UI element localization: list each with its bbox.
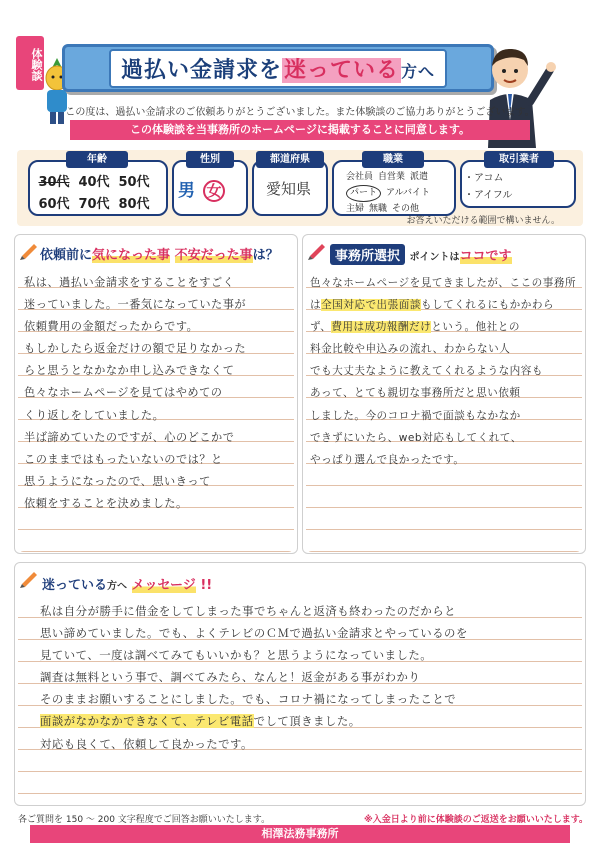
job-option: アルバイト xyxy=(386,188,431,198)
page-title xyxy=(109,49,447,88)
choice-marked-text: 全国対応で出張面談 xyxy=(321,299,421,312)
title-highlight: 迷っている xyxy=(283,57,399,83)
message-title-part: 迷っている xyxy=(42,578,108,593)
choice-title-part: ポイントは xyxy=(409,252,460,263)
choice-title-highlight: 事務所選択 xyxy=(330,244,405,265)
job-label: 職業 xyxy=(362,151,424,168)
office-name: 相澤法務事務所 xyxy=(30,825,570,843)
sex-male: 男 xyxy=(178,181,195,201)
title-banner xyxy=(62,44,494,92)
worry-answer: 私は、過払い金請求をすることをすごく 迷っていました。一番気になっていた事が 依頼費用の金額だったからです。 もしかしたら返金だけの額で足りなかった らと思うとなかなか申し込みできなくて 色々なホームページを見てはやめての くり返しをしていました。 半ば諦めていたのですが、心のどこかで このままではもったいないのでは？と 思うようになったので、思いきって 依頼をすることを決めました。 xyxy=(24,276,247,510)
message-text: 私は自分が勝手に借金をしてしまった事でちゃんと返済も終わったのだからと 思い諦めていました。でも、よくテレビのＣＭで過払い金請求とやっているのを 見ていて、一度は調べてみてもいいかも？と思うようになっていました。 調査は無料という事で、調べてみたら、なんと！返金がある事がわかり そのままお願いすることにしました。でも、コロナ禍になってしまったことで xyxy=(40,604,468,707)
message-answer xyxy=(40,600,580,755)
bank-item: ・アコム xyxy=(464,173,504,184)
choice-text: という。他社との 料金比較や申込みの流れ、わからない人 でも大丈夫なように教えてくれるような内容も あって、とても親切な事務所だと思い依頼 しました。今のコロナ禍で面談もなかなか できずにいたら、web対応もしてくれて、 やっぱり選んで良かったです。 xyxy=(310,321,543,466)
sex-label: 性別 xyxy=(186,151,234,168)
bank-label: 取引業者 xyxy=(484,151,554,168)
worry-title-part: は？ xyxy=(252,248,279,263)
pencil-icon xyxy=(18,566,40,588)
age-option: 80代 xyxy=(118,197,150,212)
choice-text: もしてくれるにもかかわら ず、 xyxy=(310,299,555,334)
worry-title-highlight: 気になった事 xyxy=(92,248,171,263)
prefecture-value: 愛知県 xyxy=(266,180,312,198)
pencil-icon xyxy=(306,238,328,260)
message-title xyxy=(42,574,212,593)
consent-banner: この体験談を当事務所のホームページに掲載することに同意します。 xyxy=(70,120,530,140)
message-title-part: !! xyxy=(200,578,213,593)
sex-options xyxy=(178,176,225,202)
job-option: 主婦 xyxy=(346,204,365,214)
pencil-icon xyxy=(18,238,40,260)
choice-answer xyxy=(310,272,586,471)
choice-title xyxy=(330,244,512,265)
job-option: 自営業 xyxy=(378,172,406,182)
testimonial-tag: 体験談 xyxy=(16,36,44,90)
choice-marked-text: 費用は成功報酬だけ xyxy=(331,321,432,334)
message-title-highlight: メッセージ xyxy=(131,578,196,593)
thanks-text: この度は、過払い金請求のご依頼ありがとうございました。また体験談のご協力ありがとうございます。 xyxy=(65,107,535,118)
job-option: 無職 xyxy=(369,204,388,214)
worry-title xyxy=(40,244,279,263)
job-option: 派遣 xyxy=(410,172,429,182)
footer-deadline-note: ※入金日より前に体験談のご返送をお願いいたします。 xyxy=(363,815,588,825)
job-option-circled: パート xyxy=(346,185,381,202)
message-text: でして頂きました。 対応も良くて、依頼して良かったです。 xyxy=(40,714,361,751)
bank-item: ・アイフル xyxy=(464,190,513,201)
age-option: 60代 xyxy=(38,197,70,212)
job-option: 会社員 xyxy=(346,172,374,182)
age-option: 40代 xyxy=(78,175,110,190)
choice-title-highlight: ココです xyxy=(459,249,512,264)
message-title-part: 方へ xyxy=(107,581,128,592)
job-option: その他 xyxy=(392,204,420,214)
worry-title-highlight: 不安だった事 xyxy=(174,248,253,263)
age-label: 年齢 xyxy=(66,151,128,168)
message-marked-text: 面談がなかなかできなくて、テレビ電話 xyxy=(40,714,254,729)
age-options xyxy=(34,172,162,216)
title-part-1: 過払い金請求を xyxy=(120,57,282,83)
bank-list xyxy=(464,170,572,204)
job-options xyxy=(346,170,454,217)
age-option: 30代 xyxy=(38,175,70,190)
prefecture-label: 都道府県 xyxy=(256,151,324,168)
choice-text: 色々なホームページを見てきましたが、ここの事務所 は xyxy=(310,277,577,312)
footer-instruction: 各ご質問を 150 〜 200 文字程度でご回答お願いいたします。 xyxy=(18,815,271,825)
age-option: 50代 xyxy=(118,175,150,190)
profile-note: お答えいただける範囲で構いません。 xyxy=(406,216,560,226)
worry-title-part: 依頼前に xyxy=(40,248,93,263)
sex-female-circled: 女 xyxy=(203,180,225,202)
title-part-2: 方へ xyxy=(401,61,436,81)
age-option: 70代 xyxy=(78,197,110,212)
